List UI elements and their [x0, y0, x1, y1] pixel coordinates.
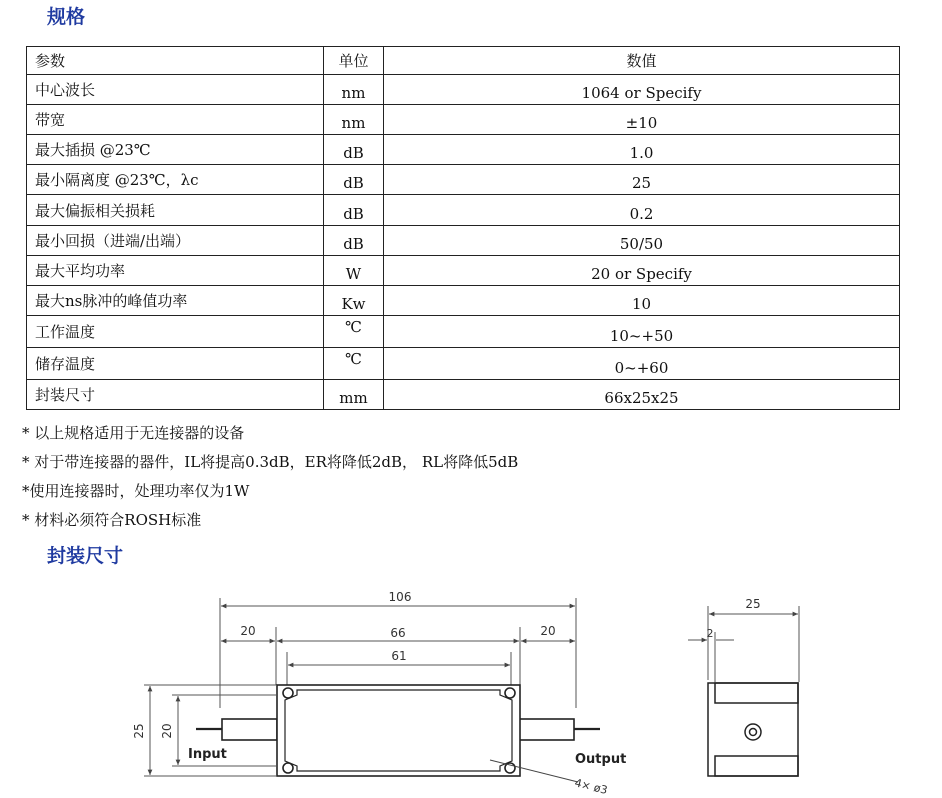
header-value: 数值 [384, 47, 900, 75]
cell-unit: mm [324, 380, 384, 410]
dim-height-inner-label: 20 [160, 723, 174, 739]
cell-param: 封装尺寸 [27, 380, 324, 410]
side-width-label: 25 [745, 597, 761, 611]
cell-value: 25 [384, 165, 900, 195]
dim-right-label: 20 [540, 624, 556, 638]
note-line: * 对于带连接器的器件，IL将提高0.3dB，ER将降低2dB， RL将降低5dB [22, 453, 519, 471]
cell-value: 1.0 [384, 135, 900, 165]
cell-param: 最大ns脉冲的峰值功率 [27, 285, 324, 315]
note-line: * 材料必须符合ROSH标准 [22, 511, 202, 529]
dim-body-label: 66 [390, 626, 406, 640]
package-heading: 封装尺寸 [47, 545, 124, 567]
cell-value: 10~+50 [384, 315, 900, 347]
cell-value: 66x25x25 [384, 380, 900, 410]
cell-value: 20 or Specify [384, 255, 900, 285]
cell-param: 最大偏振相关损耗 [27, 195, 324, 225]
dim-left-label: 20 [240, 624, 256, 638]
cell-param: 工作温度 [27, 315, 324, 347]
side-view [688, 606, 799, 682]
input-label: Input [188, 747, 227, 762]
cell-unit: dB [324, 165, 384, 195]
cell-unit: dB [324, 225, 384, 255]
cell-unit: dB [324, 135, 384, 165]
side-offset-label: 2 [706, 627, 714, 640]
cell-value: ±10 [384, 105, 900, 135]
cell-param: 最小隔离度 @23℃，λc [27, 165, 324, 195]
cell-param: 储存温度 [27, 347, 324, 379]
cell-value: 0~+60 [384, 347, 900, 379]
dim-holes-label: 61 [391, 649, 407, 663]
cell-unit: dB [324, 195, 384, 225]
header-param: 参数 [27, 47, 324, 75]
cell-value: 0.2 [384, 195, 900, 225]
holes-label: 4× ø3 [573, 776, 609, 798]
cell-param: 最大平均功率 [27, 255, 324, 285]
cell-value: 50/50 [384, 225, 900, 255]
cell-unit: ℃ [324, 315, 384, 347]
cell-unit: ℃ [324, 347, 384, 379]
cell-param: 中心波长 [27, 75, 324, 105]
cell-unit: nm [324, 105, 384, 135]
device-body [196, 685, 600, 776]
note-line: * 以上规格适用于无连接器的设备 [22, 424, 245, 442]
dim-total-label: 106 [388, 590, 412, 604]
side-body [708, 683, 798, 776]
spec-heading: 规格 [47, 6, 86, 28]
cell-param: 最大插损 @23℃ [27, 135, 324, 165]
cell-unit: Kw [324, 285, 384, 315]
cell-unit: nm [324, 75, 384, 105]
dim-height-label: 25 [132, 723, 146, 739]
cell-unit: W [324, 255, 384, 285]
cell-param: 最小回损（进端/出端） [27, 225, 324, 255]
note-line: *使用连接器时，处理功率仅为1W [22, 482, 250, 500]
cell-value: 10 [384, 285, 900, 315]
output-label: Output [575, 752, 627, 767]
cell-value: 1064 or Specify [384, 75, 900, 105]
cell-param: 带宽 [27, 105, 324, 135]
header-unit: 单位 [324, 47, 384, 75]
